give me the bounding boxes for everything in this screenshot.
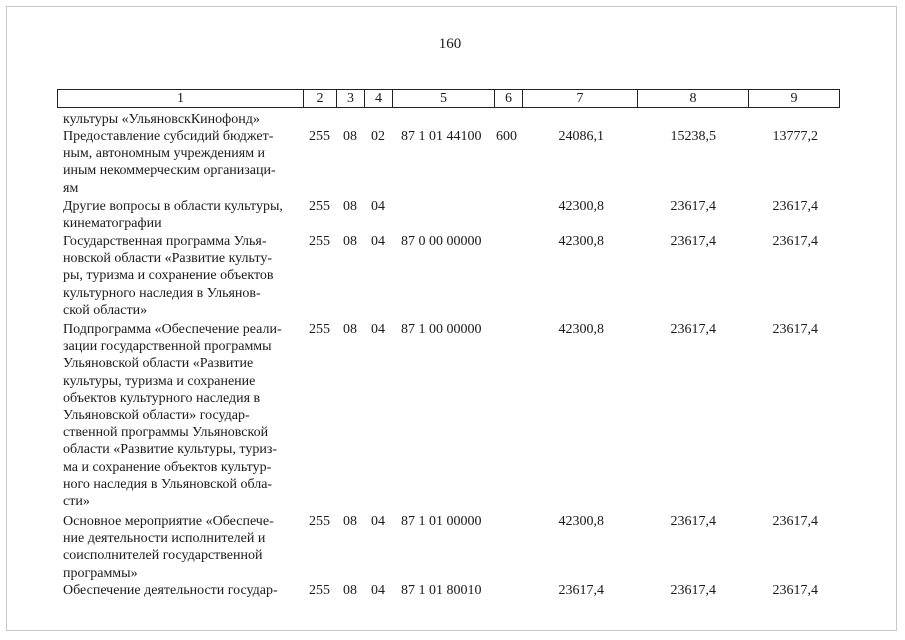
- cell-col-7: 42300,8: [558, 514, 604, 529]
- cell-col-7: 23617,4: [558, 583, 604, 598]
- header-cell-3: 3: [336, 89, 364, 108]
- row-description: Обеспечение деятельности государ-: [63, 583, 278, 598]
- header-cell-7: 7: [522, 89, 637, 108]
- header-cell-6: 6: [494, 89, 522, 108]
- row-description: Подпрограмма «Обеспечение реали- зации государственной программы Ульяновской области «Развитие культуры, туризма и сохранение объектов культурного наследия в Ульяновской области» государ- ственной программы Ульяновской области «Развитие культуры, туриз- ма и сохранение объектов культур- ного наследия в Ульяновской обла- сти»: [63, 322, 282, 510]
- cell-col-8: 23617,4: [670, 583, 716, 598]
- cell-col-3: 08: [343, 514, 357, 529]
- cell-col-3: 08: [343, 322, 357, 337]
- cell-col-2: 255: [309, 199, 330, 214]
- cell-col-6: 600: [496, 129, 517, 144]
- cell-col-9: 23617,4: [772, 322, 818, 337]
- page-number: 160: [438, 36, 462, 52]
- header-cell-4: 4: [364, 89, 392, 108]
- header-cell-5: 5: [392, 89, 494, 108]
- cell-col-4: 04: [371, 583, 385, 598]
- cell-col-9: 23617,4: [772, 234, 818, 249]
- cell-col-3: 08: [343, 129, 357, 144]
- cell-col-8: 23617,4: [670, 234, 716, 249]
- cell-col-4: 04: [371, 514, 385, 529]
- row-description: Другие вопросы в области культуры, кинематографии: [63, 199, 283, 232]
- cell-col-8: 23617,4: [670, 514, 716, 529]
- row-description: Предоставление субсидий бюджет- ным, автономным учреждениям и иным некоммерческим организаци- ям: [63, 129, 276, 196]
- cell-col-2: 255: [309, 583, 330, 598]
- header-cell-1: 1: [57, 89, 303, 108]
- cell-col-3: 08: [343, 583, 357, 598]
- cell-col-5: 87 0 00 00000: [401, 234, 482, 249]
- cell-col-8: 15238,5: [670, 129, 716, 144]
- cell-col-2: 255: [309, 234, 330, 249]
- cell-col-9: 23617,4: [772, 583, 818, 598]
- cell-col-9: 23617,4: [772, 514, 818, 529]
- cell-col-5: 87 1 01 44100: [401, 129, 482, 144]
- cell-col-3: 08: [343, 199, 357, 214]
- cell-col-7: 42300,8: [558, 322, 604, 337]
- header-cell-9: 9: [748, 89, 840, 108]
- cell-col-7: 42300,8: [558, 234, 604, 249]
- cell-col-7: 24086,1: [558, 129, 604, 144]
- cell-col-4: 04: [371, 199, 385, 214]
- cell-col-5: 87 1 01 00000: [401, 514, 482, 529]
- cell-col-2: 255: [309, 129, 330, 144]
- cell-col-5: 87 1 01 80010: [401, 583, 482, 598]
- cell-col-3: 08: [343, 234, 357, 249]
- cell-col-4: 04: [371, 234, 385, 249]
- cell-col-4: 04: [371, 322, 385, 337]
- header-cell-2: 2: [303, 89, 336, 108]
- cell-col-4: 02: [371, 129, 385, 144]
- header-cell-8: 8: [637, 89, 748, 108]
- cell-col-9: 23617,4: [772, 199, 818, 214]
- row-description: Государственная программа Улья- новской области «Развитие культу- ры, туризма и сохранение объектов культурного наследия в Ульянов- ской области»: [63, 234, 274, 318]
- cell-col-2: 255: [309, 514, 330, 529]
- cell-col-8: 23617,4: [670, 322, 716, 337]
- cell-col-7: 42300,8: [558, 199, 604, 214]
- cell-col-2: 255: [309, 322, 330, 337]
- continuation-text: культуры «УльяновскКинофонд»: [63, 112, 260, 127]
- cell-col-5: 87 1 00 00000: [401, 322, 482, 337]
- row-description: Основное мероприятие «Обеспече- ние деятельности исполнителей и соисполнителей государственной программы»: [63, 514, 274, 581]
- cell-col-9: 13777,2: [772, 129, 818, 144]
- cell-col-8: 23617,4: [670, 199, 716, 214]
